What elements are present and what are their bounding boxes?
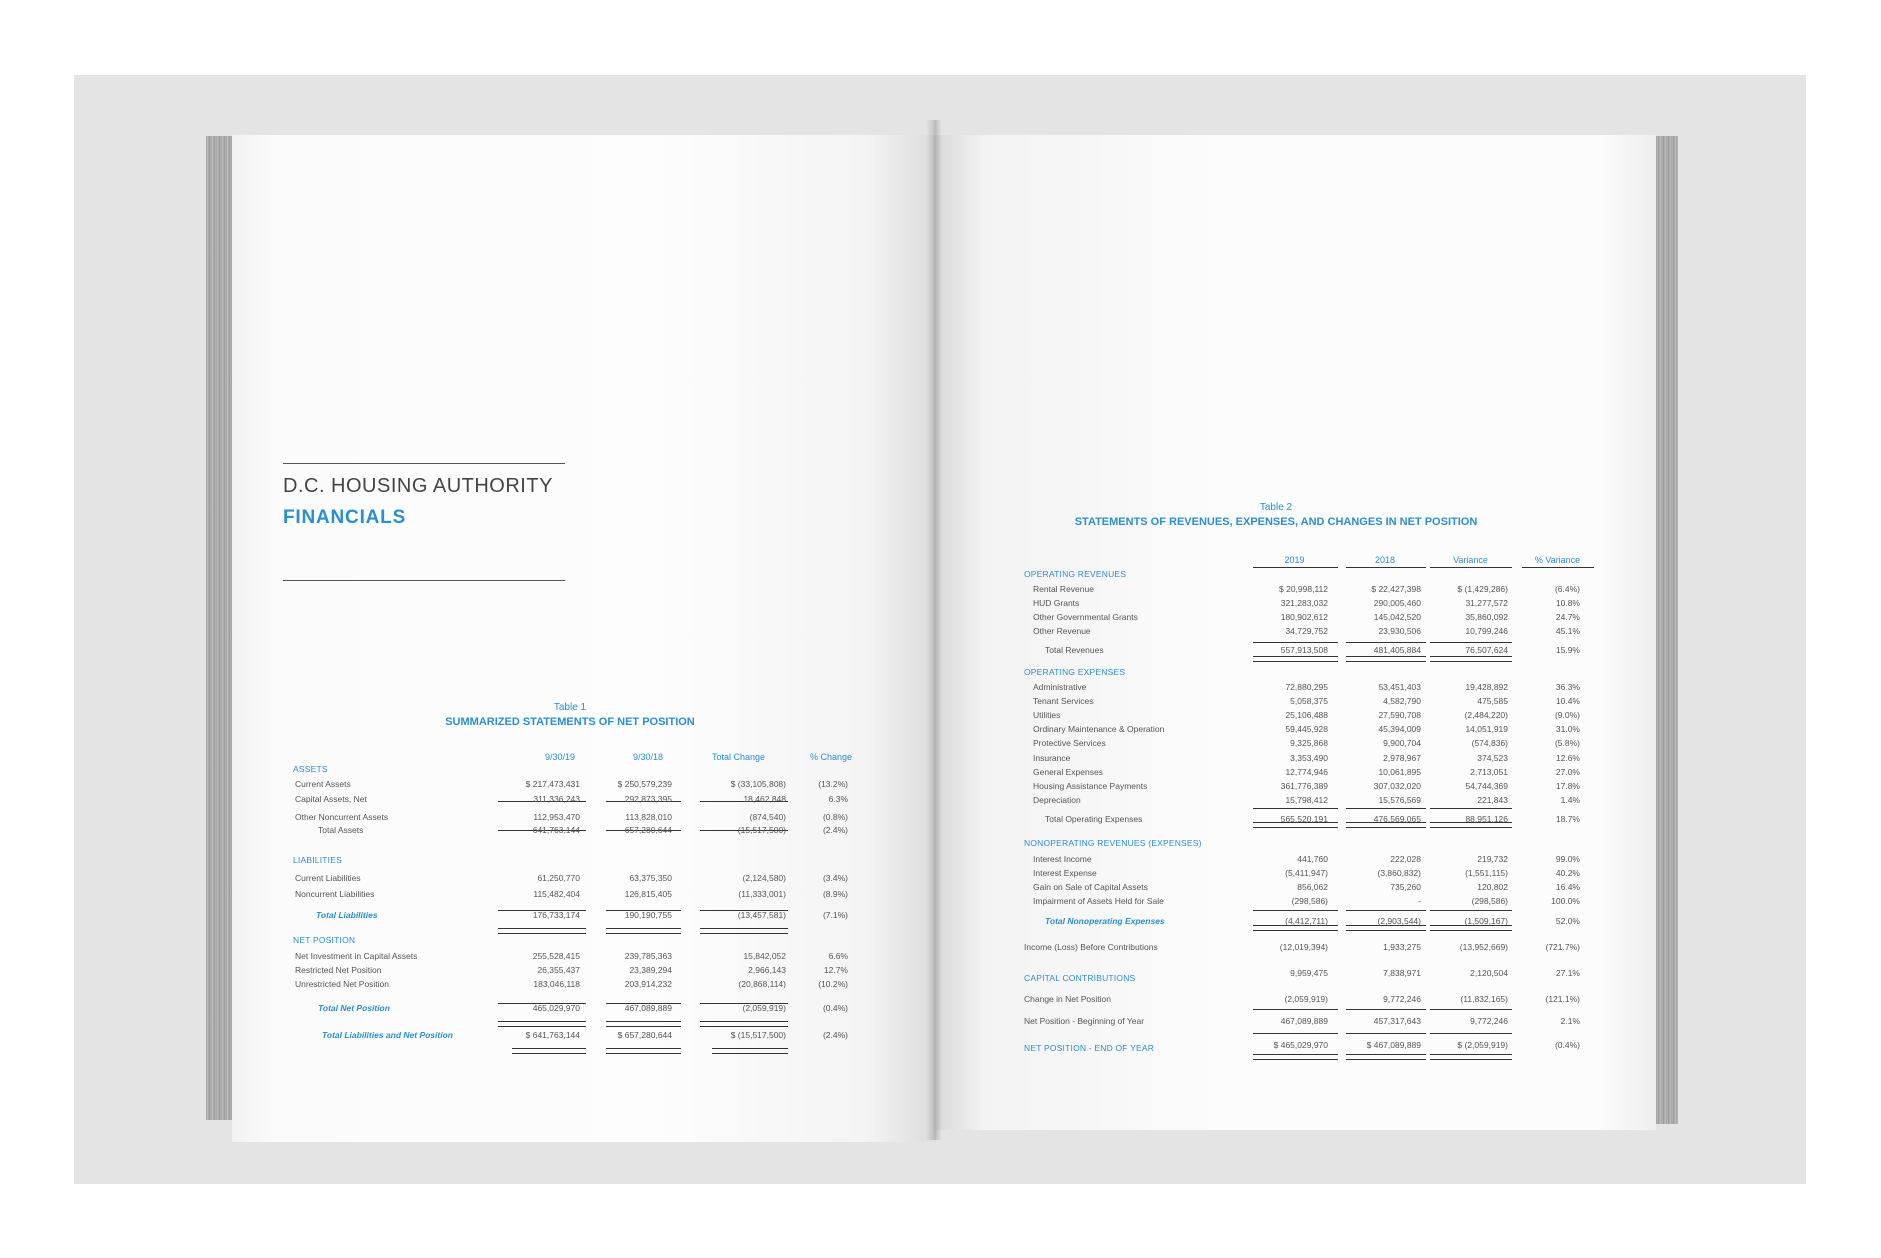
table2-rule bbox=[1346, 656, 1426, 662]
table-cell: 120,802 bbox=[1477, 882, 1508, 892]
table-cell: 255,528,415 bbox=[532, 951, 580, 961]
table-cell: (0.4%) bbox=[822, 1003, 848, 1013]
table-cell: (2,059,919) bbox=[1284, 994, 1328, 1004]
table-cell: 9,772,246 bbox=[1470, 1016, 1508, 1026]
table-cell: 15.9% bbox=[1555, 645, 1580, 655]
table-cell: (10.2%) bbox=[818, 979, 848, 989]
table-cell: 100.0% bbox=[1551, 896, 1580, 906]
table-cell: 176,733,174 bbox=[532, 910, 580, 920]
table-cell: 27.1% bbox=[1555, 968, 1580, 978]
table2-rule bbox=[1346, 1033, 1426, 1034]
table-cell: 465,029,970 bbox=[532, 1003, 580, 1013]
table-row-label: Current Assets bbox=[295, 779, 351, 789]
table-row-label: Total Operating Expenses bbox=[1045, 814, 1143, 824]
table2-rule bbox=[1430, 1033, 1512, 1034]
table-row-label: Administrative bbox=[1033, 682, 1087, 692]
table-cell: 856,062 bbox=[1297, 882, 1328, 892]
table2-section-operating-revenues: OPERATING REVENUES bbox=[1024, 569, 1127, 579]
table-row-label: General Expenses bbox=[1033, 767, 1103, 777]
table-cell: 126,815,405 bbox=[624, 889, 672, 899]
table-row-label: Noncurrent Liabilities bbox=[295, 889, 375, 899]
table-cell: 31,277,572 bbox=[1465, 598, 1508, 608]
table2-section-nonoperating: NONOPERATING REVENUES (EXPENSES) bbox=[1024, 838, 1202, 848]
table-row-label: Rental Revenue bbox=[1033, 584, 1094, 594]
table2-rule bbox=[1253, 656, 1338, 662]
table-cell: (11,832,165) bbox=[1460, 994, 1508, 1004]
section-title: FINANCIALS bbox=[283, 507, 407, 528]
table-row-label: Depreciation bbox=[1033, 795, 1081, 805]
table-cell: (12,019,394) bbox=[1279, 942, 1328, 952]
table-row-label: Interest Income bbox=[1033, 854, 1092, 864]
table-cell: 222,028 bbox=[1390, 854, 1421, 864]
table-cell: (5.8%) bbox=[1554, 738, 1580, 748]
page-stack-left bbox=[206, 136, 234, 1120]
table-row-label: Protective Services bbox=[1033, 738, 1106, 748]
table1-col-header: % Change bbox=[809, 752, 853, 762]
table2-title: STATEMENTS OF REVENUES, EXPENSES, AND CHANGES IN NET POSITION bbox=[1074, 516, 1478, 528]
table-row-label: Total Assets bbox=[318, 825, 364, 835]
table2-rule bbox=[1430, 656, 1512, 662]
table-cell: $ 20,998,112 bbox=[1279, 584, 1328, 594]
table-row-label: Change in Net Position bbox=[1024, 994, 1111, 1004]
table-cell: 481,405,884 bbox=[1373, 645, 1421, 655]
table-cell: 183,046,118 bbox=[533, 979, 580, 989]
table-row-label: Ordinary Maintenance & Operation bbox=[1033, 724, 1165, 734]
table-cell: 475,585 bbox=[1477, 696, 1508, 706]
table-cell: 26,355,437 bbox=[537, 965, 580, 975]
table-cell: $ (33,105,808) bbox=[730, 779, 786, 789]
table-cell: $ 657,280,644 bbox=[617, 1030, 672, 1040]
table-cell: (15,517,500) bbox=[737, 825, 786, 835]
table-cell: (9.0%) bbox=[1554, 710, 1580, 720]
table-cell: 203,914,232 bbox=[624, 979, 672, 989]
table-cell: 25,106,488 bbox=[1285, 710, 1328, 720]
table-cell: 292,873,395 bbox=[624, 794, 672, 804]
table-cell: 457,317,643 bbox=[1373, 1016, 1421, 1026]
table-cell: 72,880,295 bbox=[1285, 682, 1328, 692]
table2-section-capital-contributions: CAPITAL CONTRIBUTIONS bbox=[1024, 973, 1136, 983]
table-cell: (574,836) bbox=[1471, 738, 1508, 748]
table-cell: 34,729,752 bbox=[1285, 626, 1328, 636]
table-cell: 61,250,770 bbox=[537, 873, 580, 883]
table-cell: 239,785,363 bbox=[624, 951, 672, 961]
table-cell: (2,124,580) bbox=[742, 873, 786, 883]
table2-rule bbox=[1346, 1054, 1426, 1060]
table-cell: 18.7% bbox=[1555, 814, 1580, 824]
table-cell: 10.4% bbox=[1555, 696, 1580, 706]
table-cell: 7,838,971 bbox=[1383, 968, 1421, 978]
table-cell: 12.7% bbox=[823, 965, 848, 975]
table-cell: (2,903,544) bbox=[1377, 916, 1421, 926]
table-row-label: Total Liabilities and Net Position bbox=[322, 1030, 453, 1040]
table-row-label: Current Liabilities bbox=[295, 873, 361, 883]
table-row-label: Net Position - Beginning of Year bbox=[1024, 1016, 1145, 1026]
table-cell: $ 467,089,889 bbox=[1366, 1040, 1421, 1050]
table-cell: (874,540) bbox=[749, 812, 786, 822]
table-cell: 9,959,475 bbox=[1290, 968, 1328, 978]
table-cell: 2,978,967 bbox=[1383, 753, 1421, 763]
title-rule-top bbox=[283, 463, 565, 464]
table2-rule bbox=[1430, 808, 1512, 809]
table2-rule bbox=[1430, 1054, 1512, 1060]
table-cell: 35,860,092 bbox=[1465, 612, 1508, 622]
table-cell: (2,059,919) bbox=[742, 1003, 786, 1013]
table1-section-liabilities: LIABILITIES bbox=[293, 855, 342, 865]
table-cell: $ (1,429,286) bbox=[1457, 584, 1508, 594]
table2-rule bbox=[1346, 1009, 1426, 1010]
table1-rule bbox=[498, 1021, 586, 1027]
table2-rule bbox=[1253, 1054, 1338, 1060]
table-row-label: Tenant Services bbox=[1033, 696, 1094, 706]
table2-rule bbox=[1253, 1009, 1338, 1010]
table-cell: (2,484,220) bbox=[1464, 710, 1508, 720]
table-cell: 565,520,191 bbox=[1280, 814, 1328, 824]
table-cell: 2,966,143 bbox=[748, 965, 786, 975]
table-cell: 2,120,504 bbox=[1470, 968, 1508, 978]
table-cell: 12.6% bbox=[1555, 753, 1580, 763]
table-cell: 53,451,403 bbox=[1378, 682, 1421, 692]
table2-rule bbox=[1430, 642, 1512, 643]
table-cell: (4,412,711) bbox=[1285, 916, 1328, 926]
table2-rule bbox=[1346, 808, 1426, 809]
table-cell: (298,586) bbox=[1291, 896, 1328, 906]
table-cell: 5,058,375 bbox=[1290, 696, 1328, 706]
table-cell: 657,280,644 bbox=[624, 825, 672, 835]
table2-rule bbox=[1253, 1033, 1338, 1034]
table-row-label: Total Revenues bbox=[1045, 645, 1104, 655]
table-cell: 219,732 bbox=[1477, 854, 1508, 864]
table-cell: 441,760 bbox=[1297, 854, 1328, 864]
table-cell: 52.0% bbox=[1555, 916, 1580, 926]
table-cell: 17.8% bbox=[1555, 781, 1580, 791]
table1-col-header: Total Change bbox=[711, 752, 766, 762]
table-row-label: Insurance bbox=[1033, 753, 1071, 763]
table2-rule bbox=[1253, 642, 1338, 643]
table-cell: 3,353,490 bbox=[1290, 753, 1328, 763]
table-cell: 63,375,350 bbox=[629, 873, 672, 883]
table-cell: 76,507,624 bbox=[1465, 645, 1508, 655]
table-cell: 23,930,506 bbox=[1378, 626, 1421, 636]
table-cell: (1,551,115) bbox=[1465, 868, 1508, 878]
table-cell: 10,061,895 bbox=[1378, 767, 1421, 777]
table-cell: 290,005,460 bbox=[1373, 598, 1421, 608]
table-cell: 36.3% bbox=[1555, 682, 1580, 692]
table-cell: (6.4%) bbox=[1554, 584, 1580, 594]
book-spine bbox=[926, 120, 942, 1140]
table-cell: 1.4% bbox=[1560, 795, 1580, 805]
table-cell: (121.1%) bbox=[1545, 994, 1580, 1004]
table1-title: SUMMARIZED STATEMENTS OF NET POSITION bbox=[445, 716, 695, 728]
table-cell: $ (2,059,919) bbox=[1457, 1040, 1508, 1050]
table-cell: 16.4% bbox=[1555, 882, 1580, 892]
table-row-label: Impairment of Assets Held for Sale bbox=[1033, 896, 1164, 906]
table-cell: 190,190,755 bbox=[624, 910, 672, 920]
table1-caption: Table 1 bbox=[553, 702, 587, 713]
table-cell: 10.8% bbox=[1555, 598, 1580, 608]
table-cell: 24.7% bbox=[1555, 612, 1580, 622]
table2-rule bbox=[1346, 567, 1426, 568]
table-cell: 112,953,470 bbox=[533, 812, 580, 822]
table-cell: (0.8%) bbox=[822, 812, 848, 822]
table1-rule bbox=[606, 1021, 681, 1027]
table-cell: 19,428,892 bbox=[1465, 682, 1508, 692]
table-row-label: HUD Grants bbox=[1033, 598, 1080, 608]
table-cell: (0.4%) bbox=[1554, 1040, 1580, 1050]
table1-section-net-position: NET POSITION bbox=[293, 935, 356, 945]
table-cell: 2.1% bbox=[1560, 1016, 1580, 1026]
table-cell: (5,411,947) bbox=[1285, 868, 1328, 878]
table-row-label: Other Noncurrent Assets bbox=[295, 812, 389, 822]
table-cell: 12,774,946 bbox=[1285, 767, 1328, 777]
table1-col-header: 9/30/18 bbox=[632, 752, 664, 762]
table-cell: 15,798,412 bbox=[1285, 795, 1328, 805]
table2-col-header: 2019 bbox=[1284, 555, 1305, 565]
table-row-label: Unrestricted Net Position bbox=[295, 979, 390, 989]
table-cell: 321,283,032 bbox=[1280, 598, 1328, 608]
table-row-label: Gain on Sale of Capital Assets bbox=[1033, 882, 1148, 892]
table-cell: (8.9%) bbox=[822, 889, 848, 899]
table-cell: 15,842,052 bbox=[743, 951, 786, 961]
table-row-label: Other Revenue bbox=[1033, 626, 1091, 636]
table2-rule bbox=[1253, 567, 1338, 568]
table-cell: $ 641,763,144 bbox=[525, 1030, 580, 1040]
table-row-label: Interest Expense bbox=[1033, 868, 1097, 878]
table-cell: 307,032,020 bbox=[1373, 781, 1421, 791]
table2-rule bbox=[1430, 567, 1512, 568]
table2-col-header: Variance bbox=[1453, 555, 1488, 565]
table2-rule bbox=[1253, 910, 1338, 911]
table-cell: 40.2% bbox=[1555, 868, 1580, 878]
table-row-label: Housing Assistance Payments bbox=[1033, 781, 1148, 791]
left-page bbox=[232, 135, 936, 1142]
title-rule-bottom bbox=[283, 580, 565, 581]
table-row-label: Income (Loss) Before Contributions bbox=[1024, 942, 1158, 952]
table-cell: 735,260 bbox=[1390, 882, 1421, 892]
table1-col-header: 9/30/19 bbox=[544, 752, 576, 762]
table-cell: 6.3% bbox=[828, 794, 848, 804]
table-row-label: Total Nonoperating Expenses bbox=[1045, 916, 1165, 926]
table-row-label: Total Net Position bbox=[318, 1003, 390, 1013]
table-cell: 1,933,275 bbox=[1383, 942, 1421, 952]
table-cell: 9,325,868 bbox=[1290, 738, 1328, 748]
table-cell: $ 250,579,239 bbox=[617, 779, 672, 789]
table2-rule bbox=[1346, 642, 1426, 643]
table-cell: 9,772,246 bbox=[1383, 994, 1421, 1004]
table-cell: $ (15,517,500) bbox=[730, 1030, 786, 1040]
table-cell: 2,713,051 bbox=[1470, 767, 1508, 777]
table2-rule bbox=[1430, 1009, 1512, 1010]
table-cell: (20,868,114) bbox=[738, 979, 786, 989]
table-cell: (2.4%) bbox=[822, 1030, 848, 1040]
table-cell: (11,333,001) bbox=[738, 889, 786, 899]
table-cell: 45,394,009 bbox=[1378, 724, 1421, 734]
table2-rule bbox=[1346, 910, 1426, 911]
table-cell: (13.2%) bbox=[818, 779, 848, 789]
table2-col-header: 2018 bbox=[1374, 555, 1396, 565]
table1-rule bbox=[498, 928, 586, 934]
table-row-label: Restricted Net Position bbox=[295, 965, 382, 975]
table-cell: 14,051,919 bbox=[1465, 724, 1508, 734]
table2-rule bbox=[1430, 910, 1512, 911]
table-cell: 27,590,708 bbox=[1378, 710, 1421, 720]
table-cell: (721.7%) bbox=[1545, 942, 1580, 952]
table-cell: 59,445,928 bbox=[1285, 724, 1328, 734]
table-cell: (13,952,669) bbox=[1459, 942, 1508, 952]
table-row-label: Net Investment in Capital Assets bbox=[295, 951, 418, 961]
table-cell: 374,523 bbox=[1477, 753, 1508, 763]
table-cell: 311,336,243 bbox=[533, 794, 580, 804]
table-cell: (2.4%) bbox=[822, 825, 848, 835]
org-name: D.C. HOUSING AUTHORITY bbox=[283, 475, 553, 497]
table1-rule bbox=[700, 928, 788, 934]
table-cell: 221,843 bbox=[1477, 795, 1508, 805]
table2-col-header: % Variance bbox=[1534, 555, 1581, 565]
table2-section-operating-expenses: OPERATING EXPENSES bbox=[1024, 667, 1126, 677]
table-cell: (3,860,832) bbox=[1377, 868, 1421, 878]
table-cell: 113,828,010 bbox=[625, 812, 672, 822]
table-cell: 557,913,508 bbox=[1280, 645, 1328, 655]
table-row-label: Total Liabilities bbox=[316, 910, 378, 920]
table-cell: 99.0% bbox=[1555, 854, 1580, 864]
table-cell: 145,042,520 bbox=[1373, 612, 1421, 622]
table1-rule bbox=[606, 1048, 681, 1054]
table1-section-assets: ASSETS bbox=[293, 764, 328, 774]
table1-rule bbox=[712, 1048, 788, 1054]
table-row-label: Capital Assets, Net bbox=[295, 794, 367, 804]
table2-rule bbox=[1522, 567, 1594, 568]
table-cell: 45.1% bbox=[1555, 626, 1580, 636]
table-cell: 10,799,246 bbox=[1465, 626, 1508, 636]
table1-rule bbox=[700, 1021, 788, 1027]
table-cell: $ 217,473,431 bbox=[525, 779, 580, 789]
table-cell: 115,482,404 bbox=[533, 889, 580, 899]
table1-rule bbox=[512, 1048, 586, 1054]
table-cell: (3.4%) bbox=[822, 873, 848, 883]
table-cell: 18,462,848 bbox=[743, 794, 786, 804]
table-cell: 31.0% bbox=[1555, 724, 1580, 734]
table-cell: - bbox=[1418, 896, 1421, 906]
table-cell: $ 22,427,398 bbox=[1371, 584, 1421, 594]
table-cell: 4,582,790 bbox=[1383, 696, 1421, 706]
table-cell: (13,457,581) bbox=[737, 910, 786, 920]
table-cell: 27.0% bbox=[1555, 767, 1580, 777]
table-cell: 9,900,704 bbox=[1383, 738, 1421, 748]
table-cell: 23,389,294 bbox=[629, 965, 672, 975]
table-cell: 361,776,389 bbox=[1280, 781, 1328, 791]
table-cell: 476,569,065 bbox=[1373, 814, 1421, 824]
table-cell: 467,089,889 bbox=[624, 1003, 672, 1013]
table-cell: $ 465,029,970 bbox=[1273, 1040, 1328, 1050]
table-row-label: Utilities bbox=[1033, 710, 1061, 720]
table-cell: 54,744,369 bbox=[1465, 781, 1508, 791]
table-cell: (298,586) bbox=[1471, 896, 1508, 906]
table2-rule bbox=[1253, 808, 1338, 809]
table-cell: 15,576,569 bbox=[1378, 795, 1421, 805]
table-cell: 180,902,612 bbox=[1280, 612, 1328, 622]
table-row-label: Other Governmental Grants bbox=[1033, 612, 1138, 622]
table2-section-net-position-end: NET POSITION - END OF YEAR bbox=[1024, 1043, 1155, 1053]
table-cell: 467,089,889 bbox=[1280, 1016, 1328, 1026]
table1-rule bbox=[606, 928, 681, 934]
table2-caption: Table 2 bbox=[1259, 502, 1293, 513]
table-cell: (7.1%) bbox=[822, 910, 848, 920]
table-cell: 641,763,144 bbox=[532, 825, 580, 835]
table-cell: 6.6% bbox=[828, 951, 848, 961]
table-cell: 88,951,126 bbox=[1465, 814, 1508, 824]
table-cell: (1,509,167) bbox=[1464, 916, 1508, 926]
